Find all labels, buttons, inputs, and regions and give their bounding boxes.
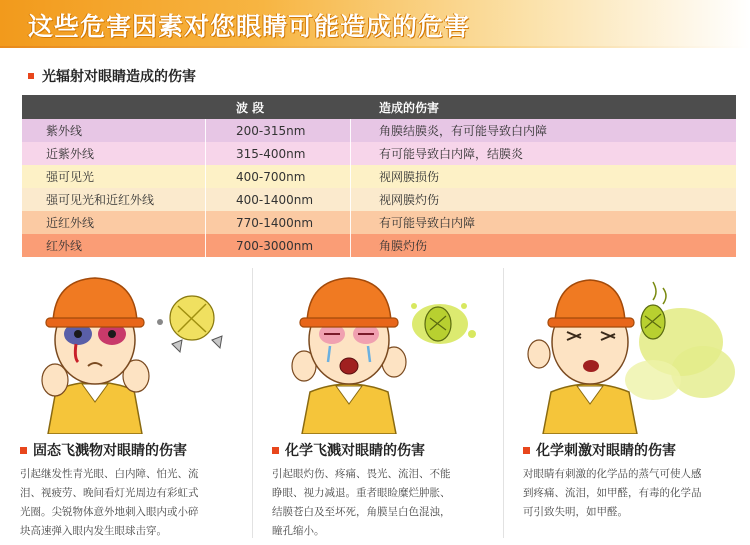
description-line: 光圈。尖锐物体意外地刺入眼内或小碎: [20, 506, 199, 518]
table-row: [22, 211, 736, 234]
description-line: 泪、视疲劳、晚间看灯光周边有彩虹式: [20, 487, 199, 499]
section-title: 光辐射对眼睛造成的伤害: [42, 69, 196, 85]
square-bullet-icon: [28, 73, 34, 79]
description-line: 睁眼、视力减退。重者眼睑糜烂肿胀、: [272, 487, 451, 499]
harm-cell: 角膜结膜炎，有可能导致白内障: [350, 119, 736, 142]
harm-cell: 有可能导致白内障: [350, 211, 736, 234]
wavelength-cell: 700-3000nm: [205, 234, 350, 257]
wavelength-cell: 200-315nm: [205, 119, 350, 142]
description-line: 可引致失明，如甲醛。: [523, 506, 628, 518]
title-banner: [0, 0, 750, 46]
panel-chemical-splash: [252, 262, 502, 545]
table-row: [22, 142, 736, 165]
panel-title: [272, 440, 425, 460]
radiation-table: [22, 95, 736, 257]
table-header-cell: [22, 95, 205, 119]
description-line: 结膜苍白及至坏死，角膜呈白色混浊，: [272, 506, 451, 518]
harm-cell: 视网膜损伤: [350, 165, 736, 188]
harm-cell: 角膜灼伤: [350, 234, 736, 257]
description-line: 对眼睛有刺激的化学品的蒸气可使人感: [523, 468, 702, 480]
square-bullet-icon: [272, 447, 279, 454]
table-row: [22, 119, 736, 142]
panel-description: [523, 465, 735, 522]
panel-description: [20, 465, 232, 541]
worker-fumes-illustration: [503, 262, 750, 434]
harm-cell: 有可能导致白内障，结膜炎: [350, 142, 736, 165]
description-line: 到疼痛、流泪，如甲醛，有毒的化学品: [523, 487, 702, 499]
panel-title-text: 化学刺激对眼睛的伤害: [536, 443, 676, 459]
panel-title: [523, 440, 676, 460]
panel-solid-debris: [0, 262, 250, 545]
radiation-type-cell: 近红外线: [46, 216, 95, 230]
radiation-type-cell: 近紫外线: [46, 147, 95, 161]
description-line: 引起继发性青光眼、白内障、怕光、流: [20, 468, 199, 480]
table-header-cell: 波 段: [205, 95, 350, 119]
table-row: [22, 234, 736, 257]
table-header-row: [22, 95, 736, 119]
radiation-type-cell: 强可见光和近红外线: [46, 193, 155, 207]
table-row: [22, 165, 736, 188]
panel-title-text: 固态飞溅物对眼睛的伤害: [33, 443, 187, 459]
radiation-type-cell: 红外线: [46, 239, 83, 253]
square-bullet-icon: [523, 447, 530, 454]
radiation-type-cell: 紫外线: [46, 124, 83, 138]
harm-cell: 视网膜灼伤: [350, 188, 736, 211]
square-bullet-icon: [20, 447, 27, 454]
wavelength-cell: 770-1400nm: [205, 211, 350, 234]
radiation-type-cell: 强可见光: [46, 170, 95, 184]
wavelength-cell: 400-700nm: [205, 165, 350, 188]
banner-divider: [0, 46, 750, 48]
wavelength-cell: 400-1400nm: [205, 188, 350, 211]
description-line: 瞳孔缩小。: [272, 525, 325, 537]
panel-title-text: 化学飞溅对眼睛的伤害: [285, 443, 425, 459]
section-header: [28, 66, 196, 86]
description-line: 块高速弹入眼内发生眼球击穿。: [20, 525, 167, 537]
page-title: 这些危害因素对您眼睛可能造成的危害: [28, 12, 471, 41]
panel-title: [20, 440, 187, 460]
panel-description: [272, 465, 484, 541]
table-header-cell: 造成的伤害: [350, 95, 736, 119]
wavelength-cell: 315-400nm: [205, 142, 350, 165]
description-line: 引起眼灼伤、疼痛、畏光、流泪、不能: [272, 468, 451, 480]
panel-chemical-irritation: [503, 262, 750, 545]
worker-splash-illustration: [252, 262, 502, 434]
table-row: [22, 188, 736, 211]
worker-debris-illustration: [0, 262, 250, 434]
